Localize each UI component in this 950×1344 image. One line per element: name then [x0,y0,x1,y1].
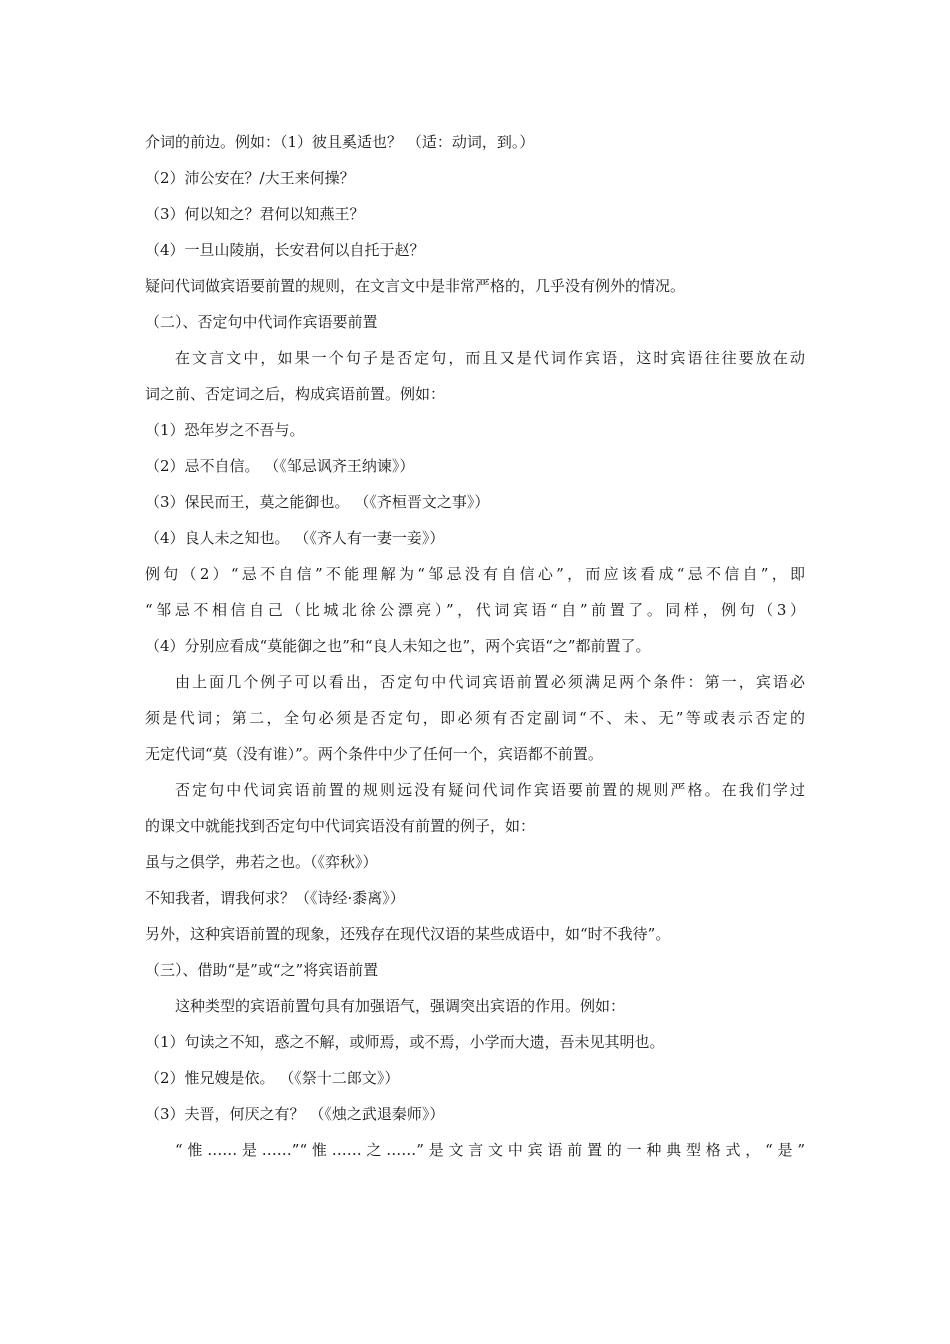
text-line: 须是代词；第二，全句必须是否定句，即必须有否定副词“不、未、无”等或表示否定的 [145,709,805,727]
text-line: 的课文中就能找到否定句中代词宾语没有前置的例子，如： [145,817,536,835]
example-line: （3）保民而王，莫之能御也。 （《齐桓晋文之事》） [145,493,490,511]
text-line: （4）一旦山陵崩，长安君何以自托于赵？ [145,241,425,259]
text-line: 例句（2）“忌不自信”不能理解为“邹忌没有自信心”，而应该看成“忌不信自”，即 [145,565,805,583]
section-heading: （二）、否定句中代词作宾语要前置 [145,313,378,331]
text-line: 否定句中代词宾语前置的规则远没有疑问代词作宾语要前置的规则严格。在我们学过 [175,781,805,799]
text-line: “惟……是……”“惟……之……”是文言文中宾语前置的一种典型格式，“是” [175,1141,805,1159]
example-line: （1）恐年岁之不吾与。 [145,421,305,439]
section-heading: （三）、借助“是”或“之”将宾语前置 [145,961,379,979]
text-line: 疑问代词做宾语要前置的规则，在文言文中是非常严格的，几乎没有例外的情况。 [145,277,686,295]
text-line: （3）何以知之？君何以知燕王？ [145,205,365,223]
text-line: 另外，这种宾语前置的现象，还残存在现代汉语的某些成语中，如“时不我待”。 [145,925,671,943]
example-line: （1）句读之不知，惑之不解，或师焉，或不焉，小学而大遗，吾未见其明也。 [145,1033,665,1051]
example-line: （2）忌不自信。 （《邹忌讽齐王纳谏》） [145,457,415,475]
text-line: 介词的前边。例如：（1）彼且奚适也？ （适：动词，到。） [145,133,535,151]
example-line: （4）良人未之知也。 （《齐人有一妻一妾》） [145,529,445,547]
text-line: “邹忌不相信自己（比城北徐公漂亮）”，代词宾语“自”前置了。同样，例句（3） [145,601,805,619]
example-line: （3）夫晋，何厌之有？ （《烛之武退秦师》） [145,1105,445,1123]
text-line: 在文言文中，如果一个句子是否定句，而且又是代词作宾语，这时宾语往往要放在动 [175,349,805,367]
text-line: （2）沛公安在？/大王来何操？ [145,169,355,187]
text-line: 由上面几个例子可以看出，否定句中代词宾语前置必须满足两个条件：第一，宾语必 [175,673,805,691]
example-line: （2）惟兄嫂是依。 （《祭十二郎文》） [145,1069,400,1087]
example-line: 虽与之俱学，弗若之也。（《弈秋》） [145,853,378,871]
text-line: 这种类型的宾语前置句具有加强语气，强调突出宾语的作用。例如： [175,997,626,1015]
text-line: 词之前、否定词之后，构成宾语前置。例如： [145,385,446,403]
example-line: 不知我者，谓我何求？（《诗经·黍离》） [145,889,405,907]
text-line: （4）分别应看成“莫能御之也”和“良人未知之也”，两个宾语“之”都前置了。 [145,637,651,655]
text-line: 无定代词“莫（没有谁）”。两个条件中少了任何一个，宾语都不前置。 [145,745,603,763]
